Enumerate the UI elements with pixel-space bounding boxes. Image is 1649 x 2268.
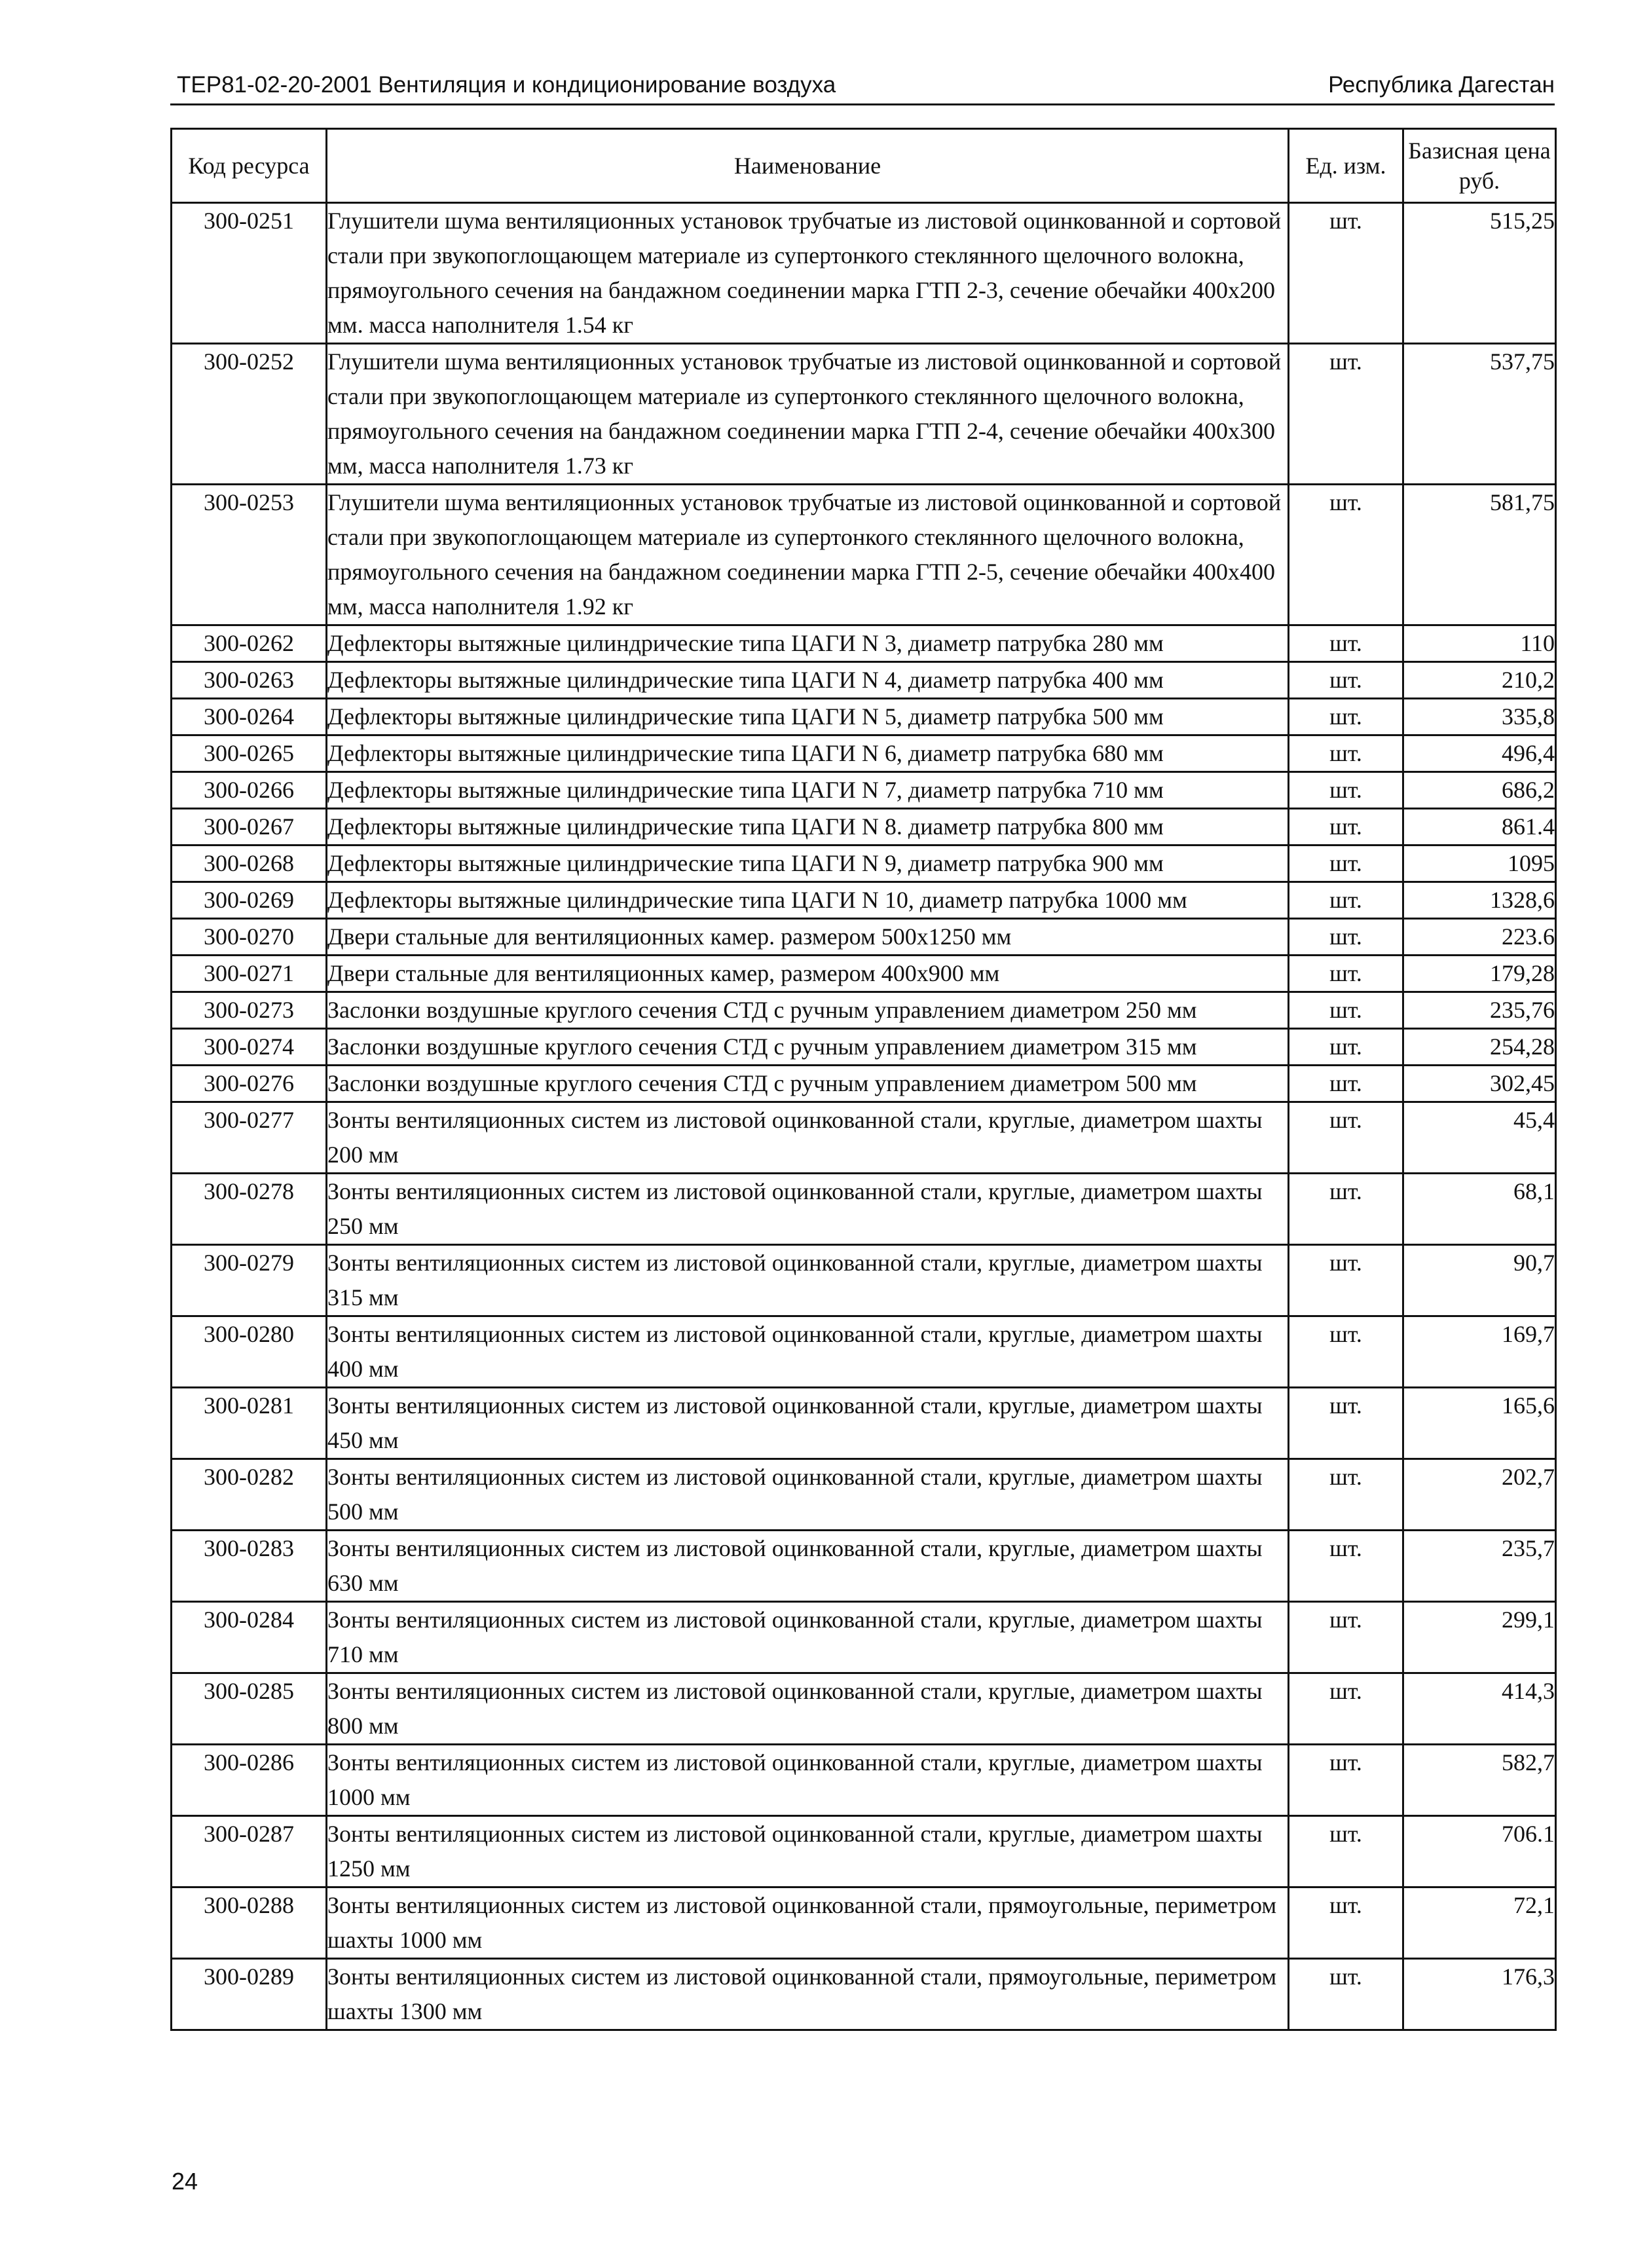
resource-name: Заслонки воздушные круглого сечения СТД с ручным управлением диаметром 500 мм <box>327 1066 1289 1102</box>
resource-code: 300-0281 <box>172 1388 327 1459</box>
resource-unit: шт. <box>1289 1745 1403 1816</box>
resource-name: Зонты вентиляционных систем из листовой оцинкованной стали, круглые, диаметром шахты 200 мм <box>327 1102 1289 1174</box>
column-header-code: Код ресурса <box>172 129 327 203</box>
resource-unit: шт. <box>1289 1066 1403 1102</box>
resource-name: Зонты вентиляционных систем из листовой оцинкованной стали, круглые, диаметром шахты 500 мм <box>327 1459 1289 1531</box>
resource-price: 299,1 <box>1403 1602 1556 1673</box>
resource-code: 300-0285 <box>172 1673 327 1745</box>
resource-unit: шт. <box>1289 919 1403 956</box>
resource-code: 300-0283 <box>172 1531 327 1602</box>
resource-code: 300-0262 <box>172 625 327 662</box>
resource-code: 300-0251 <box>172 203 327 344</box>
resource-unit: шт. <box>1289 1959 1403 2030</box>
resource-code: 300-0263 <box>172 662 327 699</box>
resource-code: 300-0276 <box>172 1066 327 1102</box>
table-row <box>172 919 1556 956</box>
resource-name: Зонты вентиляционных систем из листовой оцинкованной стали, прямоугольные, периметром шахты 1300 мм <box>327 1959 1289 2030</box>
resource-code: 300-0253 <box>172 485 327 625</box>
resource-unit: шт. <box>1289 203 1403 344</box>
resource-price: 1095 <box>1403 846 1556 882</box>
table-row <box>172 1745 1556 1816</box>
table-row <box>172 956 1556 992</box>
resource-name: Зонты вентиляционных систем из листовой оцинкованной стали, прямоугольные, периметром шахты 1000 мм <box>327 1887 1289 1959</box>
table-row <box>172 625 1556 662</box>
resource-name: Дефлекторы вытяжные цилиндрические типа ЦАГИ N 10, диаметр патрубка 1000 мм <box>327 882 1289 919</box>
resource-name: Дефлекторы вытяжные цилиндрические типа ЦАГИ N 9, диаметр патрубка 900 мм <box>327 846 1289 882</box>
table-row <box>172 1066 1556 1102</box>
resource-name: Заслонки воздушные круглого сечения СТД с ручным управлением диаметром 250 мм <box>327 992 1289 1029</box>
table-row <box>172 772 1556 809</box>
table-body <box>172 203 1556 2030</box>
table-row <box>172 1316 1556 1388</box>
resource-name: Дефлекторы вытяжные цилиндрические типа ЦАГИ N 5, диаметр патрубка 500 мм <box>327 699 1289 735</box>
resource-price: 706.1 <box>1403 1816 1556 1887</box>
resource-code: 300-0289 <box>172 1959 327 2030</box>
resource-name: Глушители шума вентиляционных установок трубчатые из листовой оцинкованной и сортовой стали при звукопоглощающем материале из супертонкого стеклянного щелочного волокна, прямоугольного сечения на бандажном соединении марка ГТП 2-3, сечение обечайки 400х200 мм. масса наполнителя 1.54 кг <box>327 203 1289 344</box>
resource-code: 300-0265 <box>172 735 327 772</box>
resource-price: 235,76 <box>1403 992 1556 1029</box>
resource-unit: шт. <box>1289 1388 1403 1459</box>
resource-price: 254,28 <box>1403 1029 1556 1066</box>
table-row <box>172 809 1556 846</box>
resource-name: Дефлекторы вытяжные цилиндрические типа ЦАГИ N 4, диаметр патрубка 400 мм <box>327 662 1289 699</box>
table-row <box>172 1959 1556 2030</box>
resource-unit: шт. <box>1289 625 1403 662</box>
resource-name: Зонты вентиляционных систем из листовой оцинкованной стали, круглые, диаметром шахты 1000 мм <box>327 1745 1289 1816</box>
resource-price: 686,2 <box>1403 772 1556 809</box>
resource-name: Дефлекторы вытяжные цилиндрические типа ЦАГИ N 7, диаметр патрубка 710 мм <box>327 772 1289 809</box>
table-row <box>172 1174 1556 1245</box>
resource-name: Дефлекторы вытяжные цилиндрические типа ЦАГИ N 6, диаметр патрубка 680 мм <box>327 735 1289 772</box>
table-row <box>172 735 1556 772</box>
resource-unit: шт. <box>1289 846 1403 882</box>
table-row <box>172 1459 1556 1531</box>
table-row <box>172 846 1556 882</box>
resource-price: 235,7 <box>1403 1531 1556 1602</box>
table-row <box>172 699 1556 735</box>
resource-unit: шт. <box>1289 485 1403 625</box>
resource-price: 223.6 <box>1403 919 1556 956</box>
resource-price: 202,7 <box>1403 1459 1556 1531</box>
resource-unit: шт. <box>1289 992 1403 1029</box>
resource-price: 861.4 <box>1403 809 1556 846</box>
resource-price: 110 <box>1403 625 1556 662</box>
resource-price: 582,7 <box>1403 1745 1556 1816</box>
column-header-unit: Ед. изм. <box>1289 129 1403 203</box>
resource-unit: шт. <box>1289 344 1403 485</box>
table-row <box>172 1102 1556 1174</box>
resource-price: 210,2 <box>1403 662 1556 699</box>
resource-name: Зонты вентиляционных систем из листовой оцинкованной стали, круглые, диаметром шахты 800 мм <box>327 1673 1289 1745</box>
resource-name: Зонты вентиляционных систем из листовой оцинкованной стали, круглые, диаметром шахты 630 мм <box>327 1531 1289 1602</box>
table-header-row <box>172 129 1556 203</box>
resource-unit: шт. <box>1289 1316 1403 1388</box>
resource-unit: шт. <box>1289 699 1403 735</box>
resource-price: 335,8 <box>1403 699 1556 735</box>
table-row <box>172 1531 1556 1602</box>
resource-name: Заслонки воздушные круглого сечения СТД с ручным управлением диаметром 315 мм <box>327 1029 1289 1066</box>
resource-name: Двери стальные для вентиляционных камер, размером 400х900 мм <box>327 956 1289 992</box>
resource-name: Зонты вентиляционных систем из листовой оцинкованной стали, круглые, диаметром шахты 450 мм <box>327 1388 1289 1459</box>
table-row <box>172 344 1556 485</box>
resource-unit: шт. <box>1289 1459 1403 1531</box>
resource-price: 165,6 <box>1403 1388 1556 1459</box>
resource-unit: шт. <box>1289 882 1403 919</box>
resource-unit: шт. <box>1289 1531 1403 1602</box>
resource-code: 300-0284 <box>172 1602 327 1673</box>
resource-code: 300-0278 <box>172 1174 327 1245</box>
resource-code: 300-0282 <box>172 1459 327 1531</box>
resource-price: 496,4 <box>1403 735 1556 772</box>
resource-price: 302,45 <box>1403 1066 1556 1102</box>
resource-price: 414,3 <box>1403 1673 1556 1745</box>
resource-price: 176,3 <box>1403 1959 1556 2030</box>
table-row <box>172 662 1556 699</box>
resource-price: 581,75 <box>1403 485 1556 625</box>
region-label: Республика Дагестан <box>1328 72 1555 98</box>
table-row <box>172 882 1556 919</box>
table-row <box>172 1816 1556 1887</box>
resource-price: 45,4 <box>1403 1102 1556 1174</box>
table-row <box>172 203 1556 344</box>
resource-code: 300-0270 <box>172 919 327 956</box>
resource-name: Зонты вентиляционных систем из листовой оцинкованной стали, круглые, диаметром шахты 315 мм <box>327 1245 1289 1316</box>
resource-code: 300-0271 <box>172 956 327 992</box>
table-row <box>172 485 1556 625</box>
resource-price: 515,25 <box>1403 203 1556 344</box>
resource-price-table <box>170 128 1557 2031</box>
table-row <box>172 1887 1556 1959</box>
table-row <box>172 1029 1556 1066</box>
resource-code: 300-0288 <box>172 1887 327 1959</box>
resource-code: 300-0268 <box>172 846 327 882</box>
resource-unit: шт. <box>1289 1887 1403 1959</box>
column-header-price: Базисная цена руб. <box>1403 129 1556 203</box>
column-header-name: Наименование <box>327 129 1289 203</box>
table-row <box>172 1673 1556 1745</box>
resource-price: 537,75 <box>1403 344 1556 485</box>
resource-unit: шт. <box>1289 956 1403 992</box>
table-row <box>172 992 1556 1029</box>
resource-unit: шт. <box>1289 735 1403 772</box>
resource-unit: шт. <box>1289 1029 1403 1066</box>
resource-unit: шт. <box>1289 809 1403 846</box>
resource-price: 72,1 <box>1403 1887 1556 1959</box>
resource-unit: шт. <box>1289 1174 1403 1245</box>
resource-code: 300-0274 <box>172 1029 327 1066</box>
resource-code: 300-0273 <box>172 992 327 1029</box>
resource-unit: шт. <box>1289 772 1403 809</box>
resource-name: Зонты вентиляционных систем из листовой оцинкованной стали, круглые, диаметром шахты 400 мм <box>327 1316 1289 1388</box>
document-title: ТЕР81-02-20-2001 Вентиляция и кондиционирование воздуха <box>177 72 836 98</box>
resource-code: 300-0267 <box>172 809 327 846</box>
table-row <box>172 1388 1556 1459</box>
resource-price: 169,7 <box>1403 1316 1556 1388</box>
resource-price: 179,28 <box>1403 956 1556 992</box>
table-row <box>172 1602 1556 1673</box>
resource-unit: шт. <box>1289 1602 1403 1673</box>
table-row <box>172 1245 1556 1316</box>
header-divider <box>170 103 1555 105</box>
resource-name: Зонты вентиляционных систем из листовой оцинкованной стали, круглые, диаметром шахты 710 мм <box>327 1602 1289 1673</box>
resource-unit: шт. <box>1289 662 1403 699</box>
resource-code: 300-0279 <box>172 1245 327 1316</box>
resource-code: 300-0280 <box>172 1316 327 1388</box>
resource-code: 300-0286 <box>172 1745 327 1816</box>
resource-price: 1328,6 <box>1403 882 1556 919</box>
resource-code: 300-0287 <box>172 1816 327 1887</box>
resource-code: 300-0252 <box>172 344 327 485</box>
page-number: 24 <box>172 2168 198 2195</box>
resource-code: 300-0264 <box>172 699 327 735</box>
resource-name: Дефлекторы вытяжные цилиндрические типа ЦАГИ N 8. диаметр патрубка 800 мм <box>327 809 1289 846</box>
resource-name: Зонты вентиляционных систем из листовой оцинкованной стали, круглые, диаметром шахты 250 мм <box>327 1174 1289 1245</box>
resource-name: Глушители шума вентиляционных установок трубчатые из листовой оцинкованной и сортовой стали при звукопоглощающем материале из супертонкого стеклянного щелочного волокна, прямоугольного сечения на бандажном соединении марка ГТП 2-4, сечение обечайки 400х300 мм, масса наполнителя 1.73 кг <box>327 344 1289 485</box>
page-header <box>177 68 1555 103</box>
resource-name: Дефлекторы вытяжные цилиндрические типа ЦАГИ N 3, диаметр патрубка 280 мм <box>327 625 1289 662</box>
resource-code: 300-0266 <box>172 772 327 809</box>
resource-unit: шт. <box>1289 1245 1403 1316</box>
resource-name: Глушители шума вентиляционных установок трубчатые из листовой оцинкованной и сортовой стали при звукопоглощающем материале из супертонкого стеклянного щелочного волокна, прямоугольного сечения на бандажном соединении марка ГТП 2-5, сечение обечайки 400х400 мм, масса наполнителя 1.92 кг <box>327 485 1289 625</box>
resource-price: 90,7 <box>1403 1245 1556 1316</box>
resource-code: 300-0277 <box>172 1102 327 1174</box>
resource-name: Двери стальные для вентиляционных камер. размером 500х1250 мм <box>327 919 1289 956</box>
resource-code: 300-0269 <box>172 882 327 919</box>
resource-unit: шт. <box>1289 1816 1403 1887</box>
resource-name: Зонты вентиляционных систем из листовой оцинкованной стали, круглые, диаметром шахты 1250 мм <box>327 1816 1289 1887</box>
resource-unit: шт. <box>1289 1102 1403 1174</box>
resource-price: 68,1 <box>1403 1174 1556 1245</box>
resource-unit: шт. <box>1289 1673 1403 1745</box>
